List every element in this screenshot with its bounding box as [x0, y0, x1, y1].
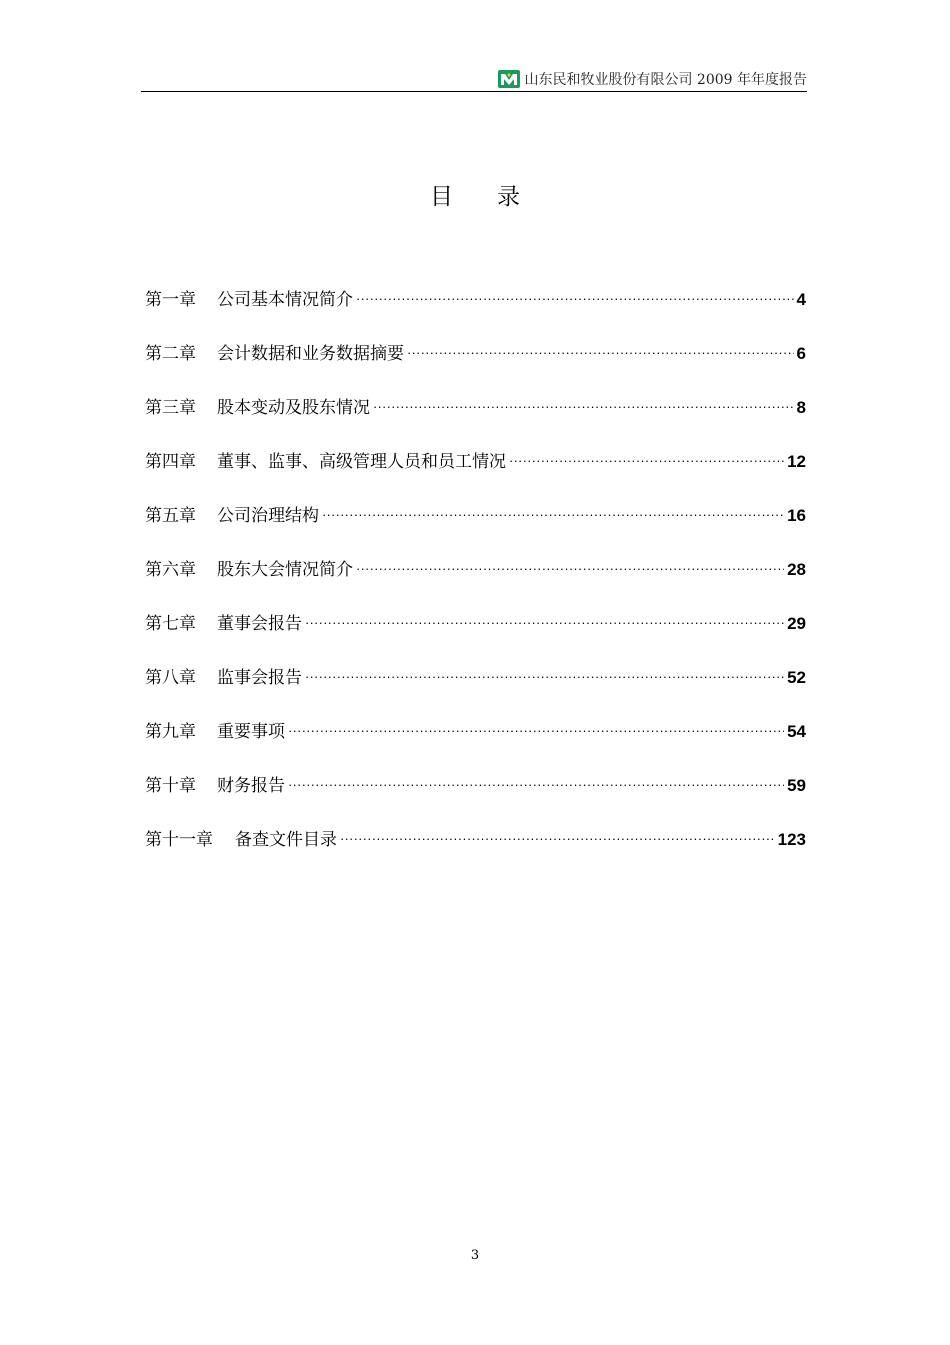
toc-chapter: 第十一章 — [145, 830, 213, 850]
toc-leader-dots — [509, 447, 784, 475]
toc-entry-title: 备查文件目录 — [235, 830, 337, 850]
toc-chapter: 第六章 — [145, 560, 196, 580]
toc-entry-title: 会计数据和业务数据摘要 — [217, 344, 404, 364]
toc-entry[interactable] — [145, 826, 806, 880]
toc-leader-dots — [356, 555, 784, 583]
toc-page-number: 12 — [787, 452, 806, 471]
page-header — [141, 68, 807, 90]
toc-chapter: 第七章 — [145, 614, 196, 634]
toc-leader-dots — [305, 609, 784, 637]
toc-leader-dots — [407, 339, 794, 367]
toc-entry[interactable] — [145, 502, 806, 556]
toc-leader-dots — [288, 771, 784, 799]
toc-entry[interactable] — [145, 340, 806, 394]
toc-leader-dots — [305, 663, 784, 691]
toc-chapter: 第二章 — [145, 344, 196, 364]
toc-leader-dots — [322, 501, 784, 529]
toc-entry[interactable] — [145, 718, 806, 772]
toc-chapter: 第三章 — [145, 398, 196, 418]
header-title: 山东民和牧业股份有限公司 2009 年年度报告 — [524, 72, 807, 88]
toc-entry-title: 董事、监事、高级管理人员和员工情况 — [217, 452, 506, 472]
toc-entry[interactable] — [145, 772, 806, 826]
toc-leader-dots — [288, 717, 784, 745]
toc-entry-title: 股本变动及股东情况 — [217, 398, 370, 418]
toc-page-number: 29 — [787, 614, 806, 633]
toc-page-number: 28 — [787, 560, 806, 579]
toc-chapter: 第八章 — [145, 668, 196, 688]
toc-chapter: 第四章 — [145, 452, 196, 472]
toc-page-number: 123 — [777, 830, 806, 849]
toc-entry-title: 财务报告 — [217, 776, 285, 796]
toc-entry[interactable] — [145, 448, 806, 502]
toc-entry-title: 重要事项 — [217, 722, 285, 742]
header-rule — [141, 91, 807, 92]
page-number: 3 — [470, 1248, 480, 1263]
toc-entry[interactable] — [145, 286, 806, 340]
toc-entry-title: 股东大会情况简介 — [217, 560, 353, 580]
table-of-contents — [145, 286, 806, 880]
toc-entry[interactable] — [145, 664, 806, 718]
toc-chapter: 第一章 — [145, 290, 196, 310]
company-logo-icon — [498, 70, 520, 88]
toc-entry[interactable] — [145, 394, 806, 448]
toc-leader-dots — [340, 825, 775, 853]
toc-entry[interactable] — [145, 556, 806, 610]
toc-chapter: 第九章 — [145, 722, 196, 742]
toc-entry[interactable] — [145, 610, 806, 664]
toc-entry-title: 公司基本情况简介 — [217, 290, 353, 310]
toc-title: 目录 — [430, 184, 564, 210]
toc-leader-dots — [356, 285, 794, 313]
toc-leader-dots — [373, 393, 794, 421]
toc-page-number: 8 — [796, 398, 806, 417]
toc-page-number: 54 — [787, 722, 806, 741]
toc-chapter: 第五章 — [145, 506, 196, 526]
toc-chapter: 第十章 — [145, 776, 196, 796]
toc-page-number: 16 — [787, 506, 806, 525]
toc-page-number: 52 — [787, 668, 806, 687]
toc-entry-title: 监事会报告 — [217, 668, 302, 688]
toc-entry-title: 董事会报告 — [217, 614, 302, 634]
toc-page-number: 4 — [796, 290, 806, 309]
toc-entry-title: 公司治理结构 — [217, 506, 319, 526]
toc-page-number: 6 — [796, 344, 806, 363]
toc-page-number: 59 — [787, 776, 806, 795]
